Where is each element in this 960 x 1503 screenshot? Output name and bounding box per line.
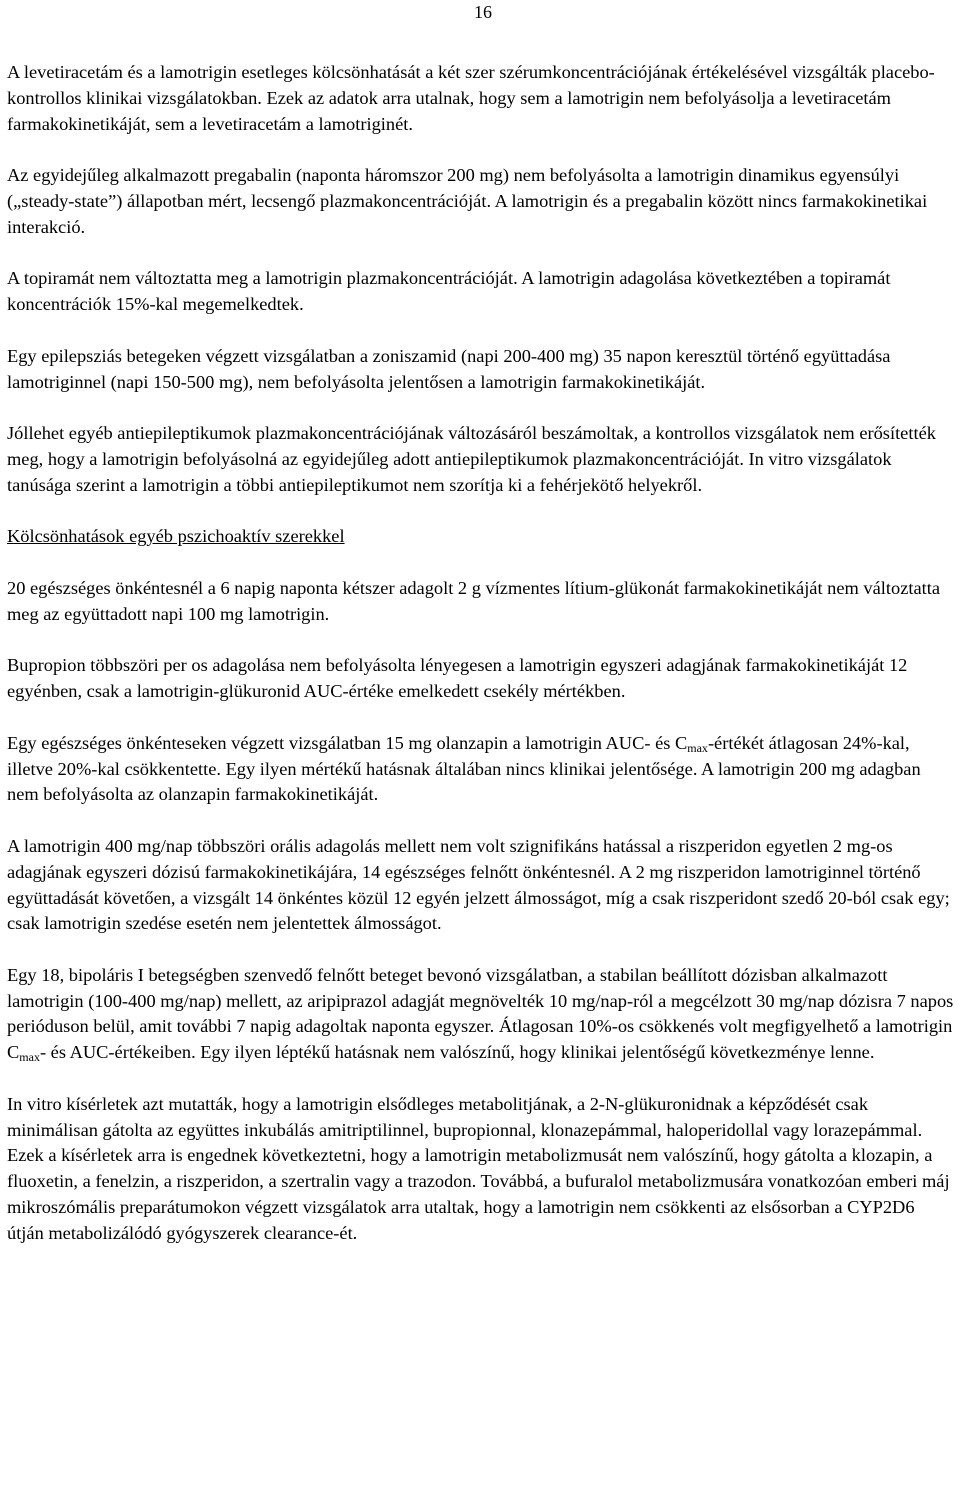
paragraph-risperidone: A lamotrigin 400 mg/nap többszöri orális adagolás mellett nem volt szignifikáns hatással a riszperidon egyetlen 2 mg-os adagjának egyszeri dózisú farmakokinetikájára, 14 egészséges felnőtt önkéntesnél. A 2 mg riszperidon lamotriginnel történő együttadását követően, a vizsgált 14 önkéntes közül 12 egyén jelzett álmosságot, míg a csak riszperidont szedő 20-ból csak egy; csak lamotrigin szedése esetén nem jelentettek álmosságot. xyxy=(7,835,950,934)
paragraph-bupropion: Bupropion többszöri per os adagolása nem befolyásolta lényegesen a lamotrigin egyszeri adagjának farmakokinetikáját 12 egyénben, csak a lamotrigin-glükuronid AUC-értéke emelkedett csekély mértékben. xyxy=(7,655,908,702)
paragraph-aripiprazole xyxy=(7,963,955,1066)
paragraph-topiramate: A topiramát nem változtatta meg a lamotrigin plazmakoncentrációját. A lamotrigin adagolása következtében a topiramát koncentrációk 15%-kal megemelkedtek. xyxy=(7,268,891,315)
paragraph-in-vitro: In vitro kísérletek azt mutatták, hogy a lamotrigin elsődleges metabolitjának, a 2-N-glükuronidnak a képződését csak minimálisan gátolta az együttes inkubálás amitriptilinnel, bupropionnal, klonazepámmal, haloperidollal vagy lorazepámmal. Ezek a kísérletek arra is engednek következtetni, hogy a lamotrigin metabolizmusát nem valószínű, hogy gátolta a klozapin, a fluoxetin, a fenelzin, a riszperidon, a szertralin vagy a trazodon. Továbbá, a bufuralol metabolizmusára vonatkozóan emberi máj mikroszómális preparátumokon végzett vizsgálatok arra utaltak, hogy a lamotrigin nem csökkenti az elsősorban a CYP2D6 útján metabolizálódó gyógyszerek clearance-ét. xyxy=(7,1093,950,1243)
paragraph-levetiracetam: A levetiracetám és a lamotrigin esetleges kölcsönhatását a két szer szérumkoncentrációjának értékelésével vizsgálták placebo-kontrollos klinikai vizsgálatokban. Ezek az adatok arra utalnak, hogy sem a lamotrigin nem befolyásolja a levetiracetám farmakokinetikáját, sem a levetiracetám a lamotriginét. xyxy=(7,62,935,134)
aripiprazole-text-a: Egy 18, bipoláris I betegségben szenvedő felnőtt beteget bevonó vizsgálatban, a stabilan beállított dózisban alkalmazott lamotrigin (100-400 mg/nap) mellett, az aripiprazol adagját megnövelték 10 mg/nap-ról a megcélzott 30 mg/nap dózisra 7 napos perióduson belül, amit további 7 napig adagoltak naponta egyszer. Átlagosan 10%-os csökkenés volt megfigyelhető a lamotrigin C xyxy=(7,964,954,1063)
paragraph-zonisamide: Egy epilepsziás betegeken végzett vizsgálatban a zoniszamid (napi 200-400 mg) 35 napon keresztül történő együttadása lamotriginnel (napi 150-500 mg), nem befolyásolta jelentősen a lamotrigin farmakokinetikáját. xyxy=(7,345,891,392)
olanzapine-text-a: Egy egészséges önkénteseken végzett vizsgálatban 15 mg olanzapin a lamotrigin AUC- és C xyxy=(7,732,688,753)
aripiprazole-cmax-subscript: max xyxy=(19,1050,40,1065)
section-heading: Kölcsönhatások egyéb pszichoaktív szerekkel xyxy=(7,526,345,547)
olanzapine-cmax-subscript: max xyxy=(687,740,708,755)
document-body xyxy=(7,60,955,1247)
paragraph-pregabalin: Az egyidejűleg alkalmazott pregabalin (naponta háromszor 200 mg) nem befolyásolta a lamotrigin dinamikus egyensúlyi („steady-state”) állapotban mért, lecsengő plazmakoncentrációját. A lamotrigin és a pregabalin között nincs farmakokinetikai interakció. xyxy=(7,165,928,237)
paragraph-lithium: 20 egészséges önkéntesnél a 6 napig naponta kétszer adagolt 2 g vízmentes lítium-glükonát farmakokinetikáját nem változtatta meg az együttadott napi 100 mg lamotrigin. xyxy=(7,577,941,624)
paragraph-antiepileptics: Jóllehet egyéb antiepileptikumok plazmakoncentrációjának változásáról beszámoltak, a kontrollos vizsgálatok nem erősítették meg, hogy a lamotrigin befolyásolná az egyidejűleg adott antiepileptikumok plazmakoncentrációját. In vitro vizsgálatok tanúsága szerint a lamotrigin a többi antiepileptikumot nem szorítja ki a fehérjekötő helyekről. xyxy=(7,423,936,495)
olanzapine-text-b: -értékét átlagosan 24%-kal, illetve 20%-kal csökkentette. Egy ilyen mértékű hatásnak általában nincs klinikai jelentősége. A lamotrigin 200 mg adagban nem befolyásolta az olanzapin farmakokinetikáját. xyxy=(7,732,921,805)
paragraph-olanzapine xyxy=(7,731,955,808)
page-number: 16 xyxy=(474,2,492,22)
aripiprazole-text-b: - és AUC-értékeiben. Egy ilyen léptékű hatásnak nem valószínű, hogy klinikai jelentőségű következménye lenne. xyxy=(39,1042,875,1063)
